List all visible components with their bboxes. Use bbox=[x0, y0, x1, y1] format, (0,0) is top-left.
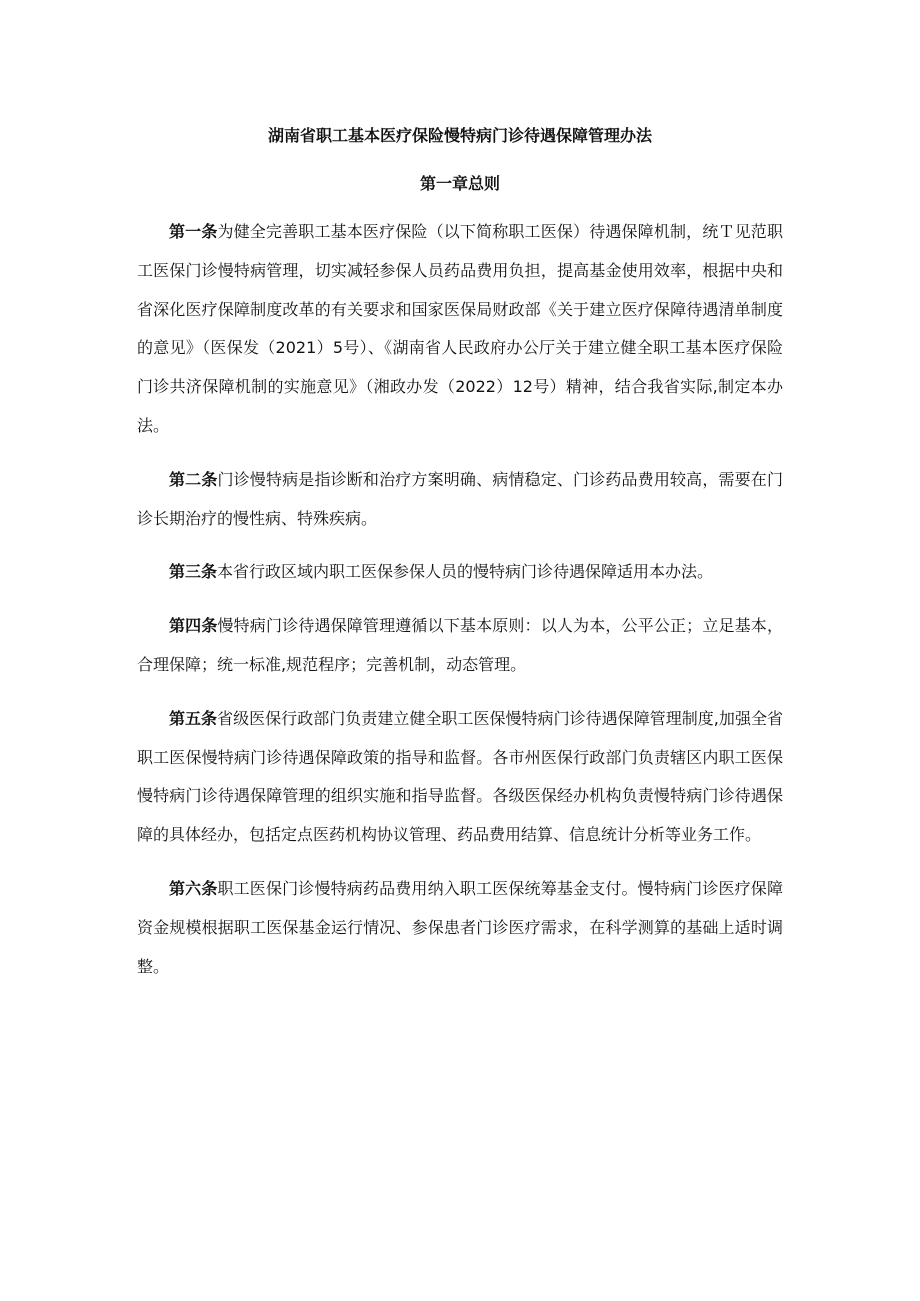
article-number: 第三条 bbox=[169, 562, 218, 582]
article-1 bbox=[137, 213, 783, 446]
article-text: 为健全完善职工基本医疗保险（以下简称职工医保）待遇保障机制，统Ｔ见范职工医保门诊慢特病管理，切实减轻参保人员药品费用负担，提高基金使用效率，根据中央和省深化医疗保障制度改革的有关要求和国家医保局财政部《关于建立医疗保障待遇清单制度的意见》（医保发（2021）5号）、《湖南省人民政府办公厅关于建立健全职工基本医疗保险门诊共济保障机制的实施意见》（湘政办发（2022）12号）精神，结合我省实际,制定本办法。 bbox=[137, 222, 783, 435]
article-text: 职工医保门诊慢特病药品费用纳入职工医保统筹基金支付。慢特病门诊医疗保障资金规模根据职工医保基金运行情况、参保患者门诊医疗需求，在科学测算的基础上适时调整。 bbox=[137, 878, 783, 976]
article-4 bbox=[137, 607, 783, 685]
article-number: 第五条 bbox=[169, 708, 218, 728]
article-number: 第二条 bbox=[169, 469, 218, 489]
article-2 bbox=[137, 461, 783, 539]
article-number: 第一条 bbox=[169, 222, 218, 241]
article-number: 第四条 bbox=[169, 616, 218, 636]
chapter-heading: 第一章总则 bbox=[419, 174, 500, 193]
article-text: 省级医保行政部门负责建立健全职工医保慢特病门诊待遇保障管理制度,加强全省职工医保慢特病门诊待遇保障政策的指导和监督。各市州医保行政部门负责辖区内职工医保慢特病门诊待遇保障管理的组织实施和指导监督。各级医保经办机构负责慢特病门诊待遇保障的具体经办，包括定点医药机构协议管理、药品费用结算、信息统计分析等业务工作。 bbox=[137, 708, 783, 845]
document-title: 湖南省职工基本医疗保险慢特病门诊待遇保障管理办法 bbox=[267, 126, 652, 145]
article-5 bbox=[137, 700, 783, 855]
article-number: 第六条 bbox=[169, 878, 218, 898]
document-body bbox=[137, 213, 783, 1001]
article-3 bbox=[137, 553, 783, 592]
article-text: 慢特病门诊待遇保障管理遵循以下基本原则：以人为本，公平公正；立足基本，合理保障；统一标准,规范程序；完善机制，动态管理。 bbox=[137, 616, 783, 674]
article-text: 门诊慢特病是指诊断和治疗方案明确、病情稳定、门诊药品费用较高，需要在门诊长期治疗的慢性病、特殊疾病。 bbox=[137, 469, 783, 528]
article-text: 本省行政区域内职工医保参保人员的慢特病门诊待遇保障适用本办法。 bbox=[217, 562, 714, 582]
article-6 bbox=[137, 870, 783, 986]
